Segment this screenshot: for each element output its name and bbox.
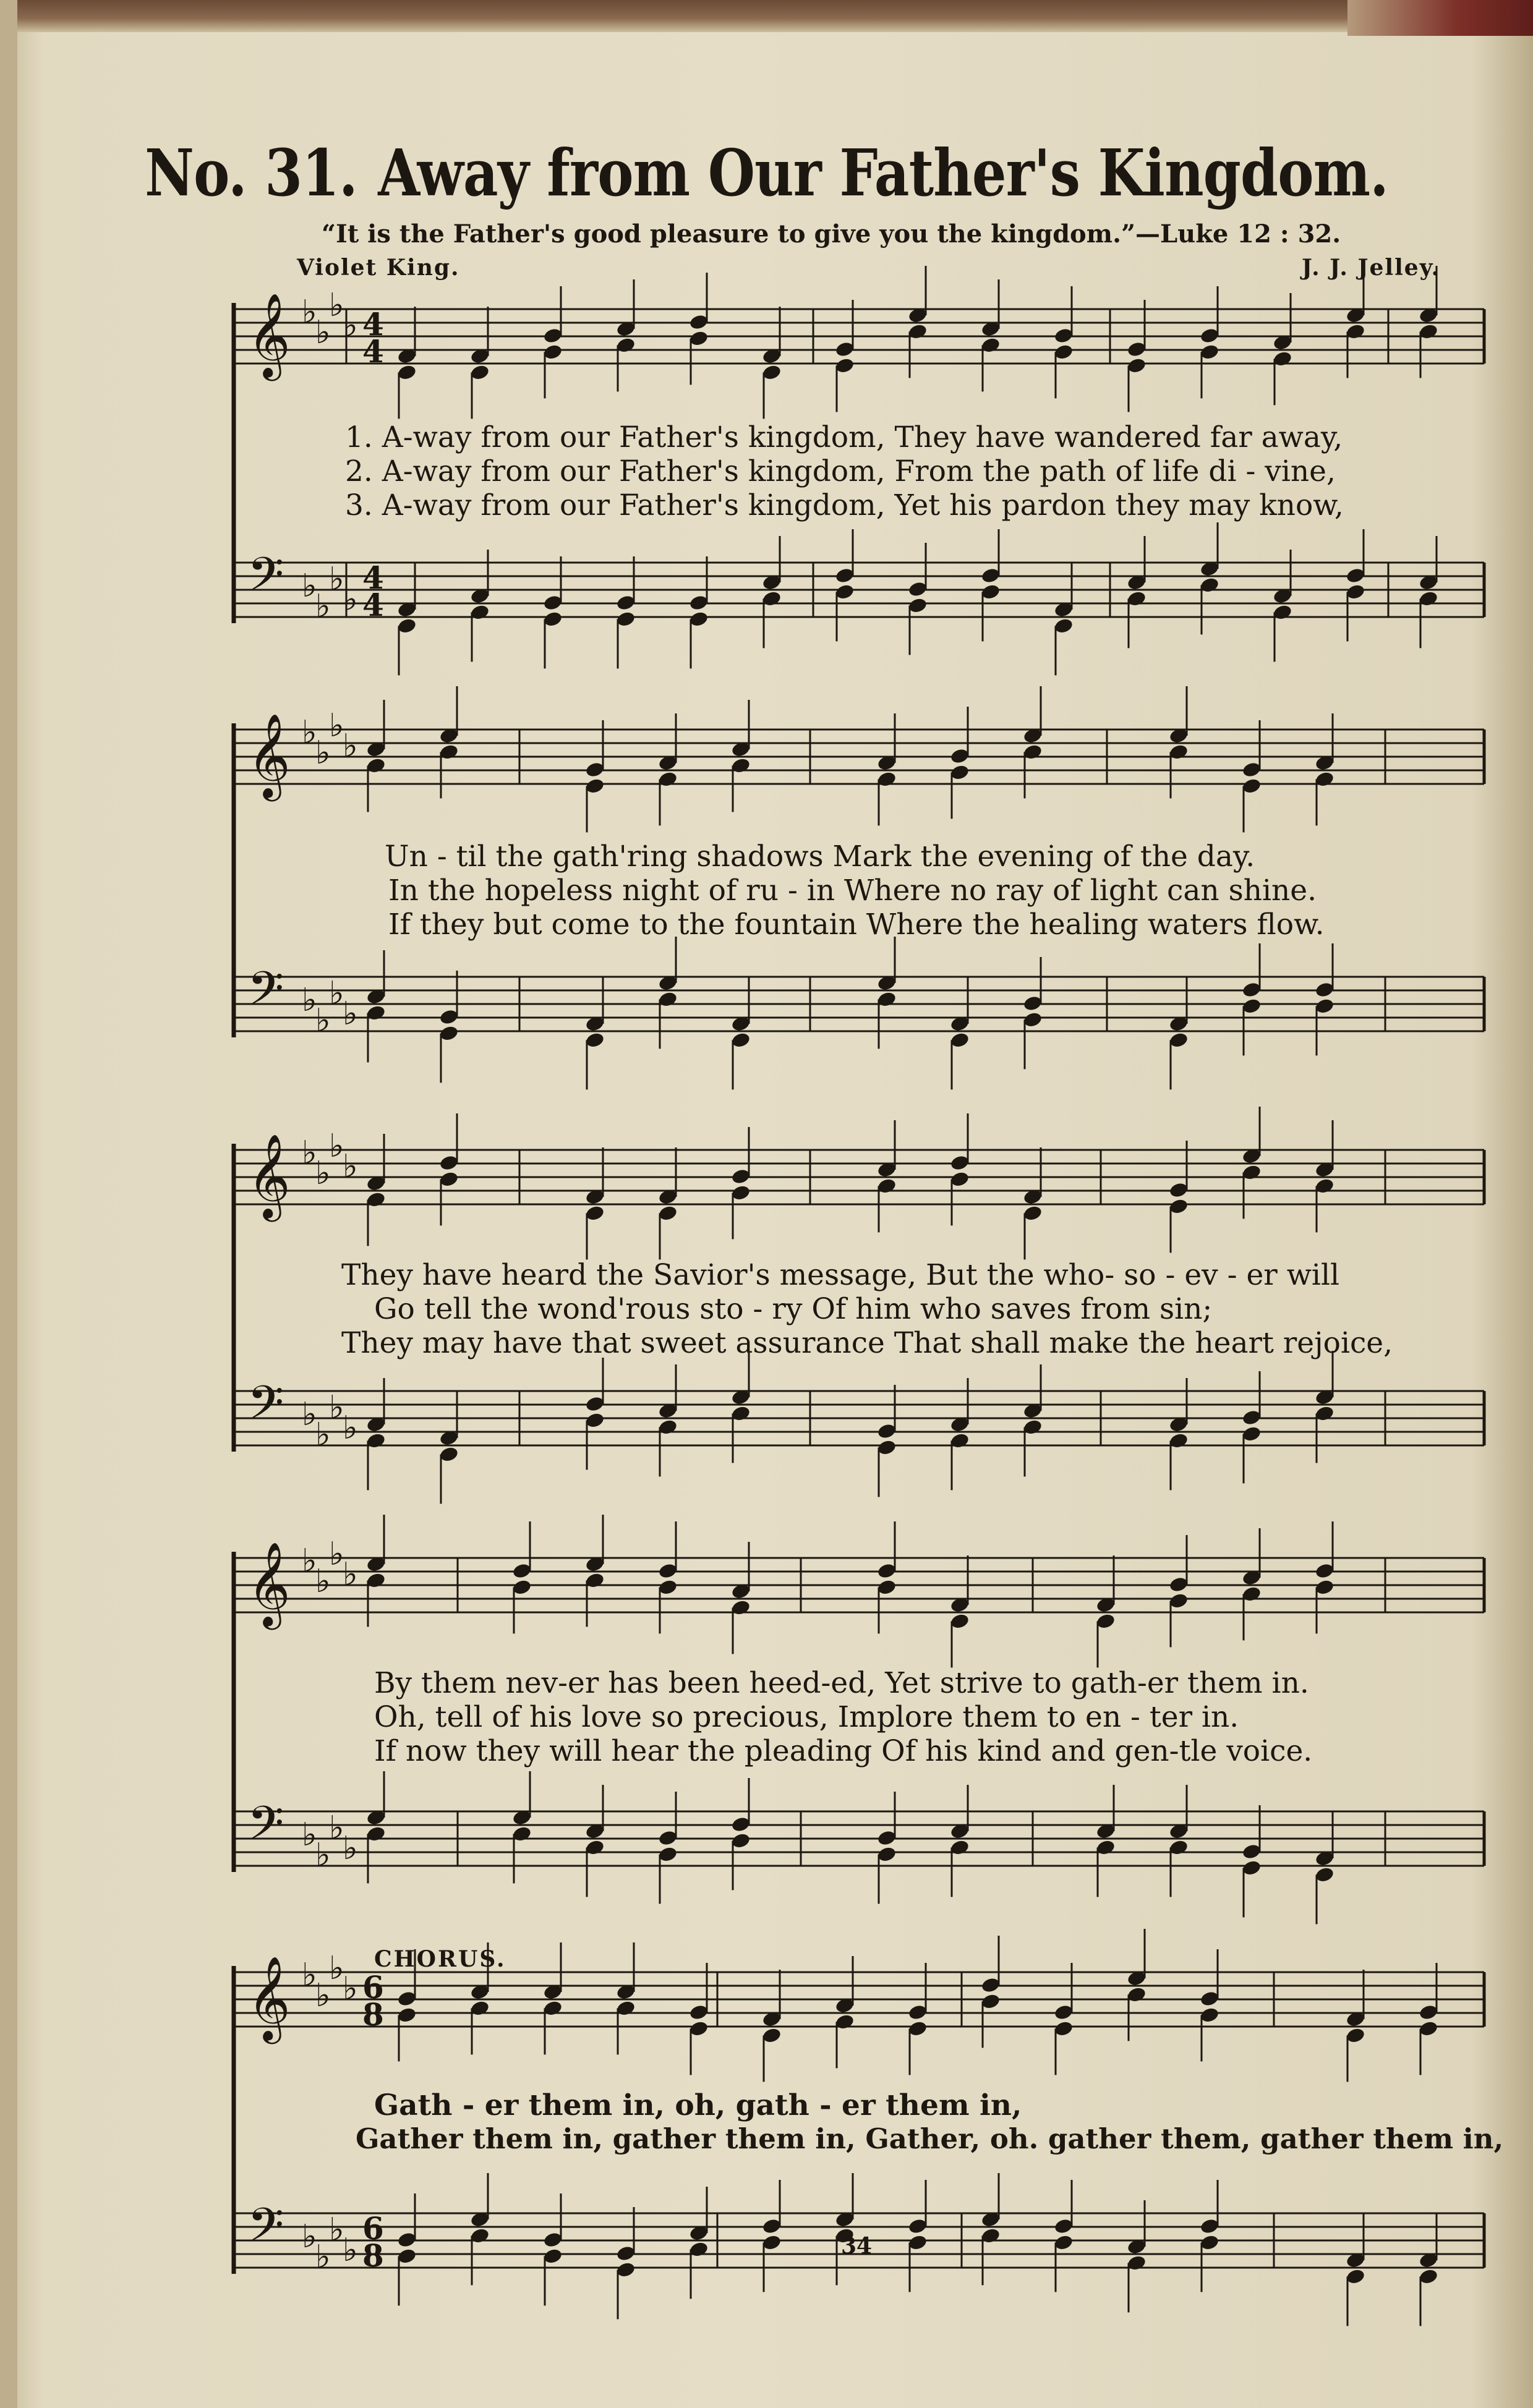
treble-clef-icon: 𝄞 (247, 292, 291, 377)
bass-clef-icon: 𝄢 (247, 961, 284, 1027)
flat-sign-icon: ♭ (329, 975, 344, 1012)
flat-sign-icon: ♭ (302, 1134, 317, 1172)
flat-sign-icon: ♭ (329, 707, 344, 744)
flat-sign-icon: ♭ (315, 314, 331, 351)
flat-sign-icon: ♭ (329, 1536, 344, 1573)
bass-clef-icon: 𝄢 (247, 2198, 284, 2264)
lyric-s2-v2: In the hopeless night of ru - in Where no ray of light can shine. (388, 874, 1317, 908)
flat-sign-icon: ♭ (343, 1410, 358, 1447)
lyric-s1-v2: 2. A-way from our Father's kingdom, From the path of life di - vine, (345, 454, 1336, 488)
flat-sign-icon: ♭ (302, 714, 317, 751)
page-number: 34 (841, 2233, 873, 2259)
time-signature-bottom: 4 (362, 333, 384, 370)
lyric-s3-v1: They have heard the Savior's message, But the who- so - ev - er will (341, 1258, 1340, 1292)
time-signature-bottom: 8 (362, 1996, 384, 2033)
scripture-epigraph: “It is the Father's good pleasure to give you the kingdom.”—Luke 12 : 32. (322, 219, 1341, 249)
flat-sign-icon: ♭ (343, 1830, 358, 1867)
treble-clef-icon: 𝄞 (247, 712, 291, 798)
bass-clef-icon: 𝄢 (247, 547, 284, 613)
lyricist-credit: Violet King. (297, 255, 460, 281)
flat-sign-icon: ♭ (329, 1950, 344, 1987)
time-signature-bottom: 4 (362, 587, 384, 623)
time-signature-top: 4 (362, 559, 384, 596)
flat-sign-icon: ♭ (315, 734, 331, 772)
flat-sign-icon: ♭ (302, 2218, 317, 2255)
flat-sign-icon: ♭ (329, 1389, 344, 1426)
flat-sign-icon: ♭ (315, 1002, 331, 1039)
flat-sign-icon: ♭ (343, 307, 358, 344)
flat-sign-icon: ♭ (329, 2211, 344, 2248)
lyric-chorus-v1: Gath - er them in, oh, gath - er them in, (374, 2088, 1022, 2122)
lyric-s2-v1: Un - til the gath'ring shadows Mark the evening of the day. (385, 840, 1255, 874)
flat-sign-icon: ♭ (329, 287, 344, 324)
treble-clef-icon: 𝄞 (247, 1133, 291, 1218)
treble-clef-icon: 𝄞 (247, 1541, 291, 1626)
bass-clef-icon: 𝄢 (247, 1796, 284, 1862)
flat-sign-icon: ♭ (302, 294, 317, 331)
lyric-s4-v1: By them nev-er has been heed-ed, Yet strive to gath-er them in. (374, 1666, 1309, 1700)
flat-sign-icon: ♭ (343, 995, 358, 1032)
flat-sign-icon: ♭ (302, 1816, 317, 1853)
flat-sign-icon: ♭ (302, 1396, 317, 1433)
chorus-label: CHORUS. (374, 1946, 506, 1972)
lyric-s4-v2: Oh, tell of his love so precious, Implore them to en - ter in. (374, 1700, 1239, 1734)
flat-sign-icon: ♭ (329, 1810, 344, 1847)
flat-sign-icon: ♭ (315, 1837, 331, 1874)
hymn-title-text: Away from Our Father's Kingdom. (378, 135, 1388, 211)
flat-sign-icon: ♭ (302, 1542, 317, 1580)
lyric-s1-v1: 1. A-way from our Father's kingdom, They have wandered far away, (345, 420, 1343, 454)
flat-sign-icon: ♭ (315, 2239, 331, 2276)
bass-clef-icon: 𝄢 (247, 1376, 284, 1442)
flat-sign-icon: ♭ (315, 588, 331, 625)
flat-sign-icon: ♭ (315, 1155, 331, 1192)
time-signature-top: 4 (362, 306, 384, 342)
lyric-s2-v3: If they but come to the fountain Where the healing waters flow. (388, 908, 1325, 942)
flat-sign-icon: ♭ (343, 1556, 358, 1593)
lyric-s4-v3: If now they will hear the pleading Of his kind and gen-tle voice. (374, 1734, 1313, 1768)
flat-sign-icon: ♭ (329, 1128, 344, 1165)
flat-sign-icon: ♭ (343, 1970, 358, 2007)
flat-sign-icon: ♭ (343, 581, 358, 618)
flat-sign-icon: ♭ (302, 568, 317, 605)
time-signature-top: 6 (362, 2210, 384, 2247)
lyric-chorus-v2: Gather them in, gather them in, Gather, oh. gather them, gather them in, (356, 2122, 1504, 2155)
flat-sign-icon: ♭ (343, 2232, 358, 2269)
lyric-s3-v3: They may have that sweet assurance That shall make the heart rejoice, (341, 1326, 1393, 1360)
treble-clef-icon: 𝄞 (247, 1955, 291, 2040)
time-signature-top: 6 (362, 1969, 384, 2006)
time-signature-bottom: 8 (362, 2237, 384, 2274)
flat-sign-icon: ♭ (302, 1957, 317, 1994)
flat-sign-icon: ♭ (302, 982, 317, 1019)
flat-sign-icon: ♭ (315, 1416, 331, 1453)
hymn-number: No. 31. (145, 135, 357, 211)
flat-sign-icon: ♭ (343, 1148, 358, 1185)
flat-sign-icon: ♭ (315, 1977, 331, 2014)
flat-sign-icon: ♭ (315, 1563, 331, 1600)
composer-credit: J. J. Jelley. (1301, 255, 1440, 281)
flat-sign-icon: ♭ (329, 561, 344, 598)
lyric-s3-v2: Go tell the wond'rous sto - ry Of him who saves from sin; (374, 1292, 1213, 1326)
flat-sign-icon: ♭ (343, 728, 358, 765)
lyric-s1-v3: 3. A-way from our Father's kingdom, Yet his pardon they may know, (345, 488, 1344, 522)
